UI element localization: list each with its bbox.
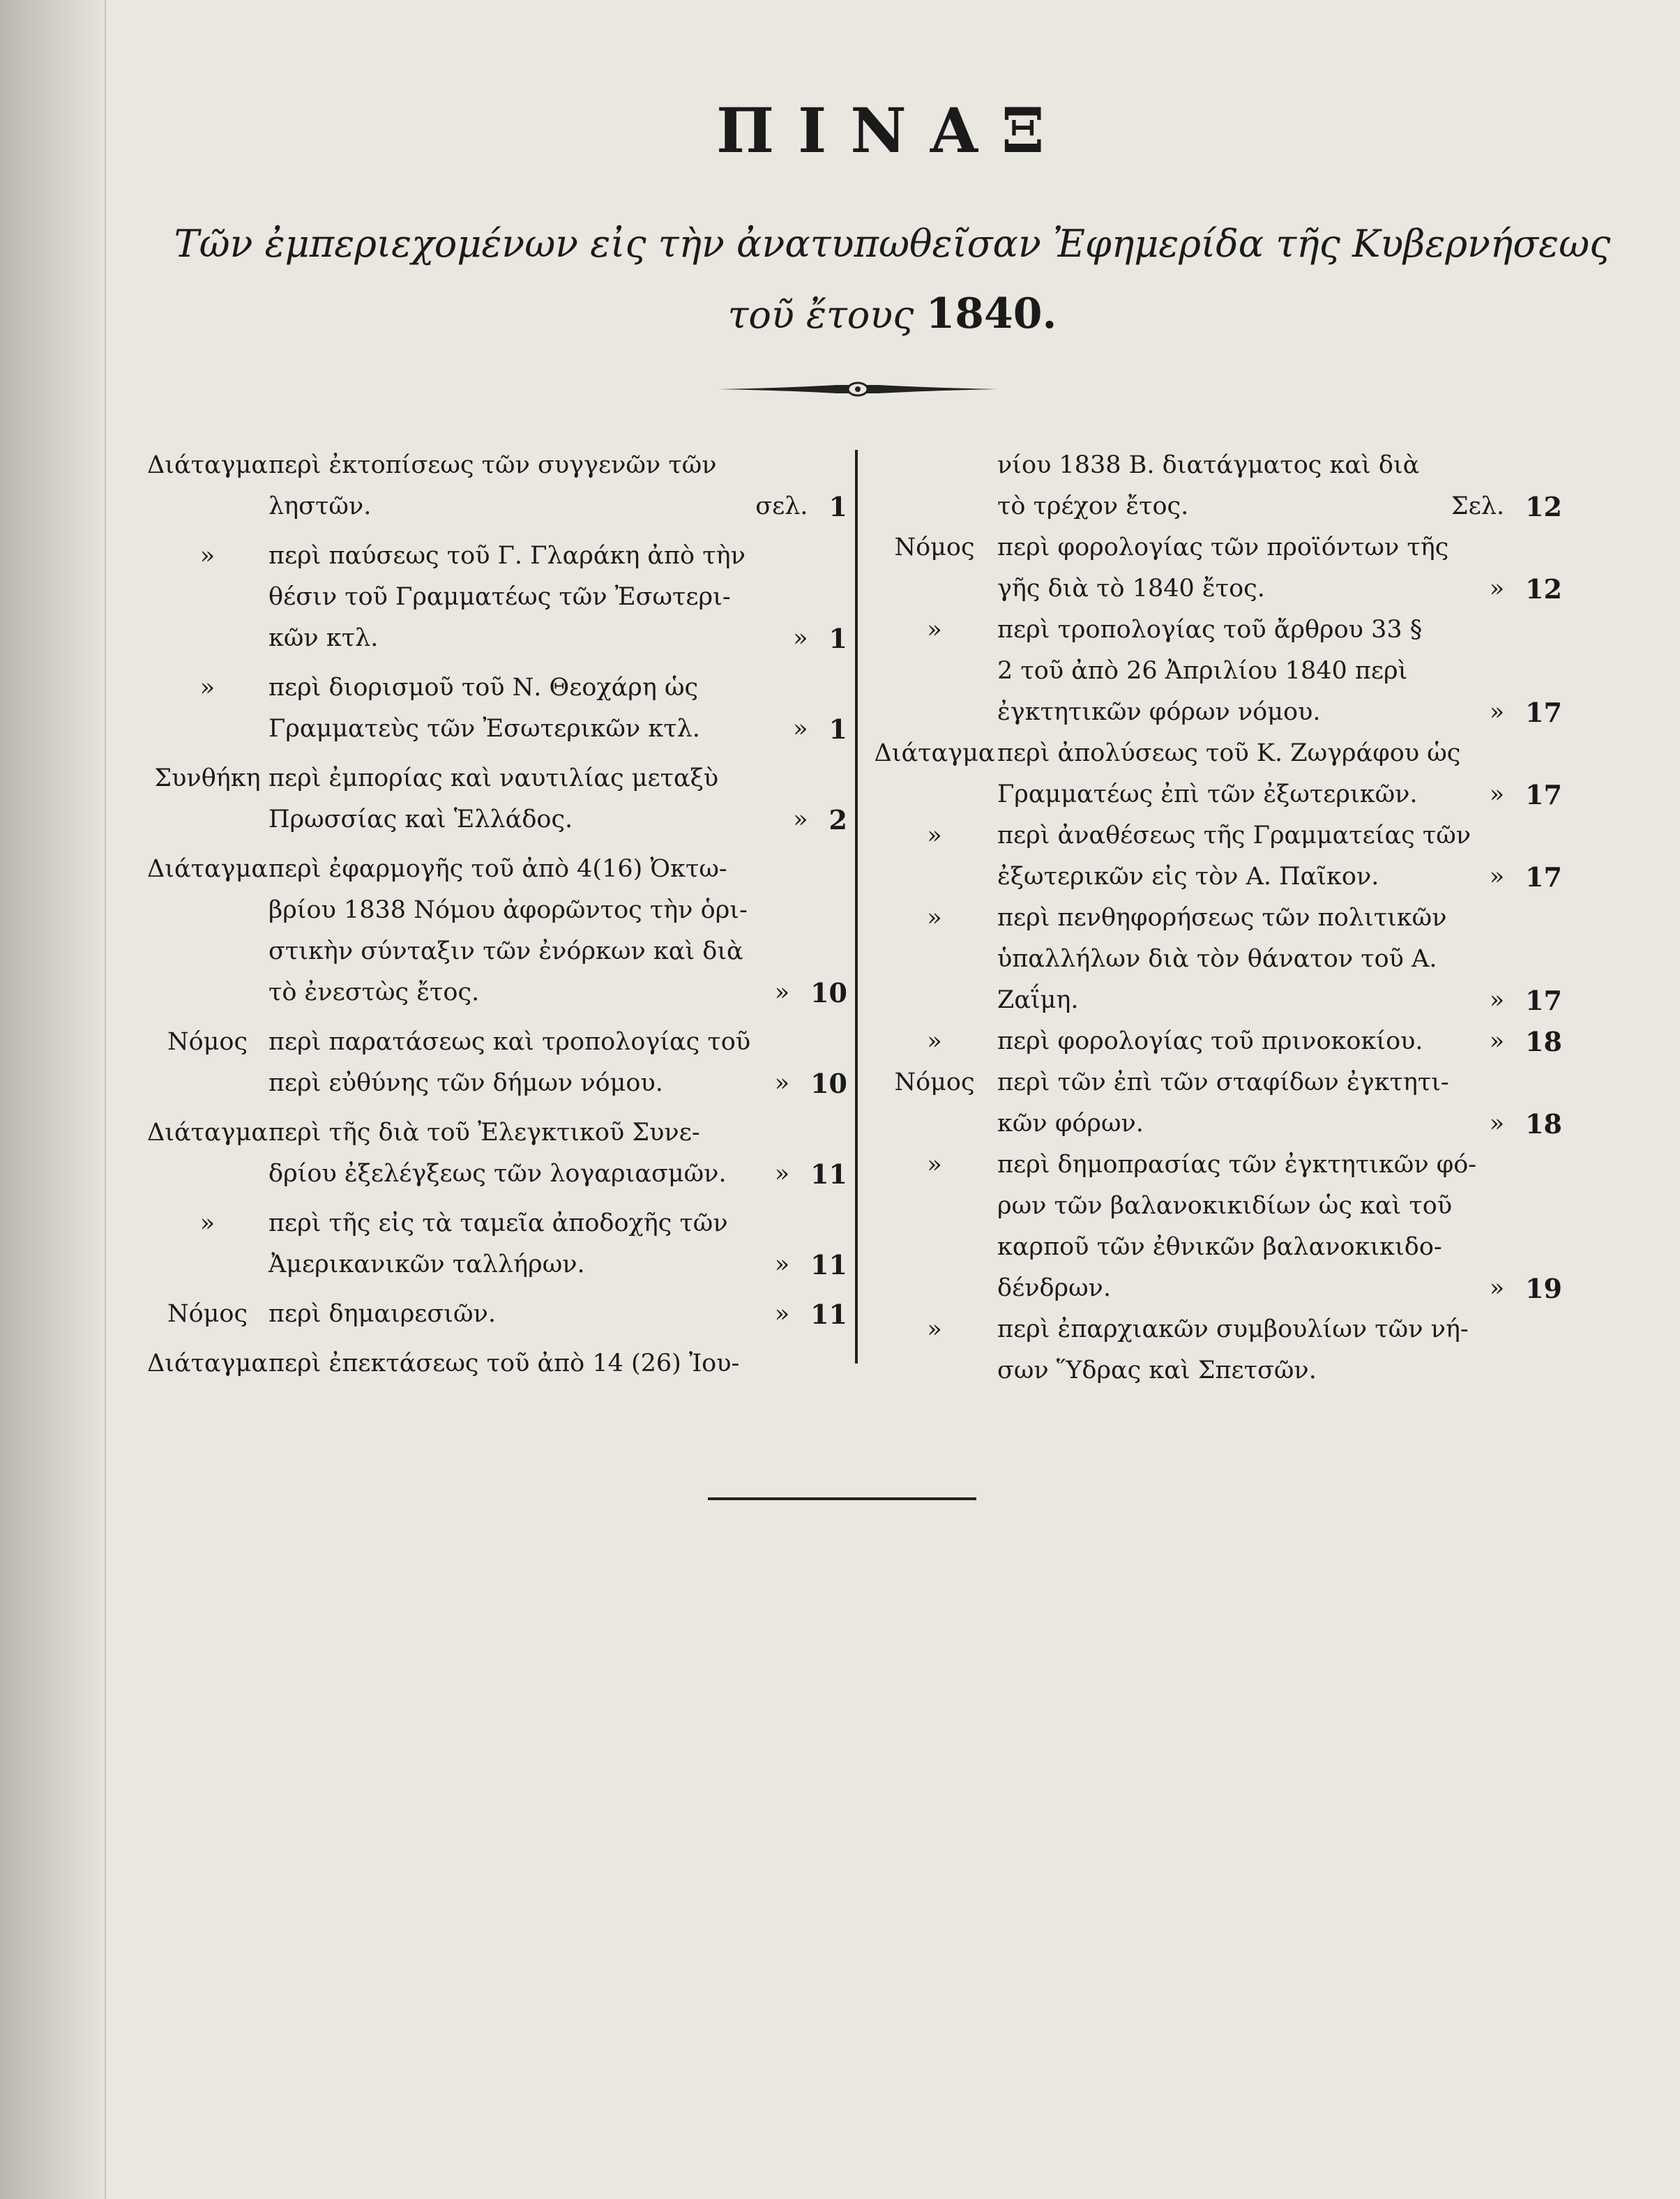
entry-category: » [927,1027,942,1055]
toc-entry [146,758,854,840]
page-number: 12 [1525,491,1562,522]
entry-description [268,758,719,840]
toc-entry [872,445,1576,527]
page-label: » [1489,1110,1505,1138]
page-label: » [793,624,808,652]
entry-description [268,536,746,659]
entry-description [268,667,701,750]
entry-line: τὸ ἐνεστὼς ἔτος. [268,978,480,1006]
page-number: 17 [1525,697,1562,728]
toc-entry [872,733,1576,815]
page-number: 11 [810,1299,847,1330]
end-rule [708,1497,976,1500]
entry-line: περὶ ἐκτοπίσεως τῶν συγγενῶν τῶν [268,451,717,479]
page-label: » [1489,780,1505,808]
entry-line: περὶ παύσεως τοῦ Γ. Γλαράκη ἀπὸ τὴν [268,542,746,570]
adjacent-page-edge [0,0,106,2199]
entry-description [997,1062,1449,1144]
toc-entry [146,445,854,527]
entry-line: κῶν φόρων. [997,1110,1144,1138]
entry-line: περὶ ἐμπορίας καὶ ναυτιλίας μεταξὺ [268,764,719,792]
entry-line: Ζαΐμη. [997,986,1079,1014]
entry-line: γῆς διὰ τὸ 1840 ἔτος. [997,575,1265,603]
entry-category: » [199,542,215,570]
entry-page-ref [701,709,847,750]
entry-description [997,445,1420,527]
entry-line: κῶν κτλ. [268,624,379,652]
entry-line: ρων τῶν βαλανοκικιδίων ὡς καὶ τοῦ [997,1192,1453,1220]
entry-page-ref [1416,486,1562,527]
entry-line: περὶ φορολογίας τῶν προϊόντων τῆς [997,534,1449,561]
page-number: 17 [1525,985,1562,1016]
entry-line: 2 τοῦ ἀπὸ 26 Ἀπριλίου 1840 περὶ [997,657,1408,685]
entry-category: Νόμος [894,534,975,561]
entry-line: καρποῦ τῶν ἐθνικῶν βαλανοκικιδο- [997,1233,1442,1261]
page-label: » [1489,986,1505,1014]
entry-description [997,815,1471,898]
toc-entry [146,1022,854,1104]
entry-line: ὑπαλλήλων διὰ τὸν θάνατον τοῦ Α. [997,945,1437,973]
page-label: » [793,715,808,743]
entry-page-ref [1416,568,1562,610]
document-subtitle [105,209,1680,350]
entry-page-ref [701,1063,847,1104]
entry-category: Νόμος [167,1028,248,1056]
toc-entry [872,1144,1576,1309]
subtitle-line-2 [105,279,1680,350]
toc-entry [146,1294,854,1335]
entry-line: περὶ τῶν ἐπὶ τῶν σταφίδων ἐγκτητι- [997,1068,1449,1096]
entry-line: δένδρων. [997,1274,1112,1302]
entry-line: περὶ ἀναθέσεως τῆς Γραμματείας τῶν [997,822,1471,849]
entry-line: ληστῶν. [268,492,372,520]
entry-line: περὶ εὐθύνης τῶν δήμων νόμου. [268,1069,663,1097]
entry-page-ref [701,972,847,1013]
entry-line: περὶ παρατάσεως καὶ τροπολογίας τοῦ [268,1028,751,1056]
entry-description [268,1112,727,1195]
toc-entry [146,849,854,1013]
entry-description [268,1203,728,1285]
entry-line: ἐξωτερικῶν εἰς τὸν Α. Παῖκον. [997,863,1379,891]
entry-description [997,1021,1423,1062]
page-number: 18 [1525,1108,1562,1140]
toc-entry [146,1112,854,1195]
entry-description [997,527,1449,610]
entry-line: Γραμματεὺς τῶν Ἐσωτερικῶν κτλ. [268,715,700,743]
entry-category: Διάταγμα [147,1350,268,1377]
entry-page-ref [1416,1268,1562,1309]
toc-entry [872,1021,1576,1062]
entry-description [997,610,1423,733]
page-label: » [774,1069,790,1097]
page-label: » [774,978,790,1006]
entry-description [268,1294,701,1335]
page-number: 2 [828,804,847,836]
page-number: 1 [828,623,847,654]
entry-category: Νόμος [167,1300,248,1328]
entry-description [997,1144,1477,1309]
entry-page-ref [1416,692,1562,733]
entry-category: » [927,616,942,644]
entry-line: ἐγκτητικῶν φόρων νόμου. [997,698,1321,726]
entry-page-ref [1416,1103,1562,1144]
entry-line: Γραμματέως ἐπὶ τῶν ἐξωτερικῶν. [997,780,1418,808]
entry-page-ref [1416,1021,1562,1062]
subtitle-line-1: Τῶν ἐμπεριεχομένων εἰς τὴν ἀνατυπωθεῖσαν Ἐφημερίδα τῆς Κυβερνήσεως [174,222,1611,266]
page-label: » [774,1300,790,1328]
entry-page-ref [701,1294,847,1335]
entry-line: περὶ διορισμοῦ τοῦ Ν. Θεοχάρη ὡς [268,674,699,702]
entry-page-ref [1416,856,1562,898]
toc-entry [872,1062,1576,1144]
entry-line: Ἀμερικανικῶν ταλλήρων. [268,1250,585,1278]
entry-category: Διάταγμα [147,855,268,883]
page-label: Σελ. [1451,492,1505,520]
entry-line: περὶ ἐφαρμογῆς τοῦ ἀπὸ 4(16) Ὀκτω- [268,855,727,883]
page-number: 10 [810,977,847,1008]
page-label: » [1489,1274,1505,1302]
entry-line: περὶ τῆς εἰς τὰ ταμεῖα ἀποδοχῆς τῶν [268,1209,728,1237]
entry-line: θέσιν τοῦ Γραμματέως τῶν Ἐσωτερι- [268,583,731,611]
subtitle-year: 1840. [925,289,1057,338]
entry-line: βρίου 1838 Νόμου ἀφορῶντος τὴν ὁρι- [268,896,748,924]
page-number: 19 [1525,1273,1562,1304]
page-label: » [774,1250,790,1278]
entry-category: » [927,904,942,932]
page-number: 17 [1525,779,1562,810]
entry-category: Διάταγμα [874,739,995,767]
page-number: 12 [1525,573,1562,605]
entry-category: » [199,1209,215,1237]
entry-description [997,898,1447,1021]
entry-category: Διάταγμα [147,1119,268,1147]
column-divider [855,450,858,1363]
entry-page-ref [701,1154,847,1195]
entry-description [268,445,717,527]
entry-line: περὶ πενθηφορήσεως τῶν πολιτικῶν [997,904,1447,932]
page-label: » [1489,698,1505,726]
entry-line: περὶ τῆς διὰ τοῦ Ἐλεγκτικοῦ Συνε- [268,1119,700,1147]
entry-description [997,733,1461,815]
page-number: 11 [810,1158,847,1190]
entry-line: στικὴν σύνταξιν τῶν ἐνόρκων καὶ διὰ [268,937,743,965]
page-number: 11 [810,1249,847,1280]
entry-line: περὶ δημοπρασίας τῶν ἐγκτητικῶν φό- [997,1151,1477,1179]
entry-line: δρίου ἐξελέγξεως τῶν λογαριασμῶν. [268,1160,727,1188]
page-number: 17 [1525,861,1562,893]
toc-entry [146,536,854,659]
entry-description [268,1022,751,1104]
toc-entry [146,1203,854,1285]
entry-line: τὸ τρέχον ἔτος. [997,492,1189,520]
toc-entry [872,1309,1576,1391]
entry-page-ref [701,486,847,527]
entry-line: περὶ ἀπολύσεως τοῦ Κ. Ζωγράφου ὡς [997,739,1461,767]
entry-line: νίου 1838 Β. διατάγματος καὶ διὰ [997,451,1420,479]
entry-line: Πρωσσίας καὶ Ἑλλάδος. [268,806,573,833]
page-label: » [793,806,808,833]
entry-category: » [927,1315,942,1343]
toc-entry [146,1343,854,1384]
subtitle-prefix: τοῦ ἔτους [727,293,914,337]
toc-entry [872,610,1576,733]
entry-category: » [199,674,215,702]
ornament-rule [718,379,997,400]
page-label: » [1489,575,1505,603]
toc-entry [872,527,1576,610]
entry-page-ref [701,1244,847,1285]
entry-line: περὶ δημαιρεσιῶν. [268,1300,496,1328]
page-number: 18 [1525,1026,1562,1057]
entry-page-ref [701,618,847,659]
entry-description [268,1343,740,1384]
toc-entry [146,667,854,750]
entry-line: περὶ ἐπαρχιακῶν συμβουλίων τῶν νή- [997,1315,1469,1343]
entry-line: περὶ ἐπεκτάσεως τοῦ ἀπὸ 14 (26) Ἰου- [268,1350,740,1377]
document-title: ΠΙΝΑΞ [716,94,1068,167]
entry-line: περὶ τροπολογίας τοῦ ἄρθρου 33 § [997,616,1423,644]
entry-category: Νόμος [894,1068,975,1096]
entry-line: περὶ φορολογίας τοῦ πρινοκοκίου. [997,1027,1423,1055]
entry-category: » [927,822,942,849]
entry-description [997,1309,1469,1391]
page-label: » [774,1160,790,1188]
entry-category: » [927,1151,942,1179]
page-number: 1 [828,491,847,522]
entry-category: Συνθήκη [154,764,261,792]
entry-page-ref [1416,774,1562,815]
entry-category: Διάταγμα [147,451,268,479]
entry-page-ref [701,799,847,840]
page-number: 1 [828,713,847,745]
entry-line: σων Ὕδρας καὶ Σπετσῶν. [997,1357,1317,1384]
toc-entry [872,898,1576,1021]
page-label: σελ. [755,492,808,520]
page-label: » [1489,863,1505,891]
entry-page-ref [1416,980,1562,1021]
entry-description [268,849,748,1013]
toc-entry [872,815,1576,898]
page-number: 10 [810,1068,847,1099]
page-label: » [1489,1027,1505,1055]
